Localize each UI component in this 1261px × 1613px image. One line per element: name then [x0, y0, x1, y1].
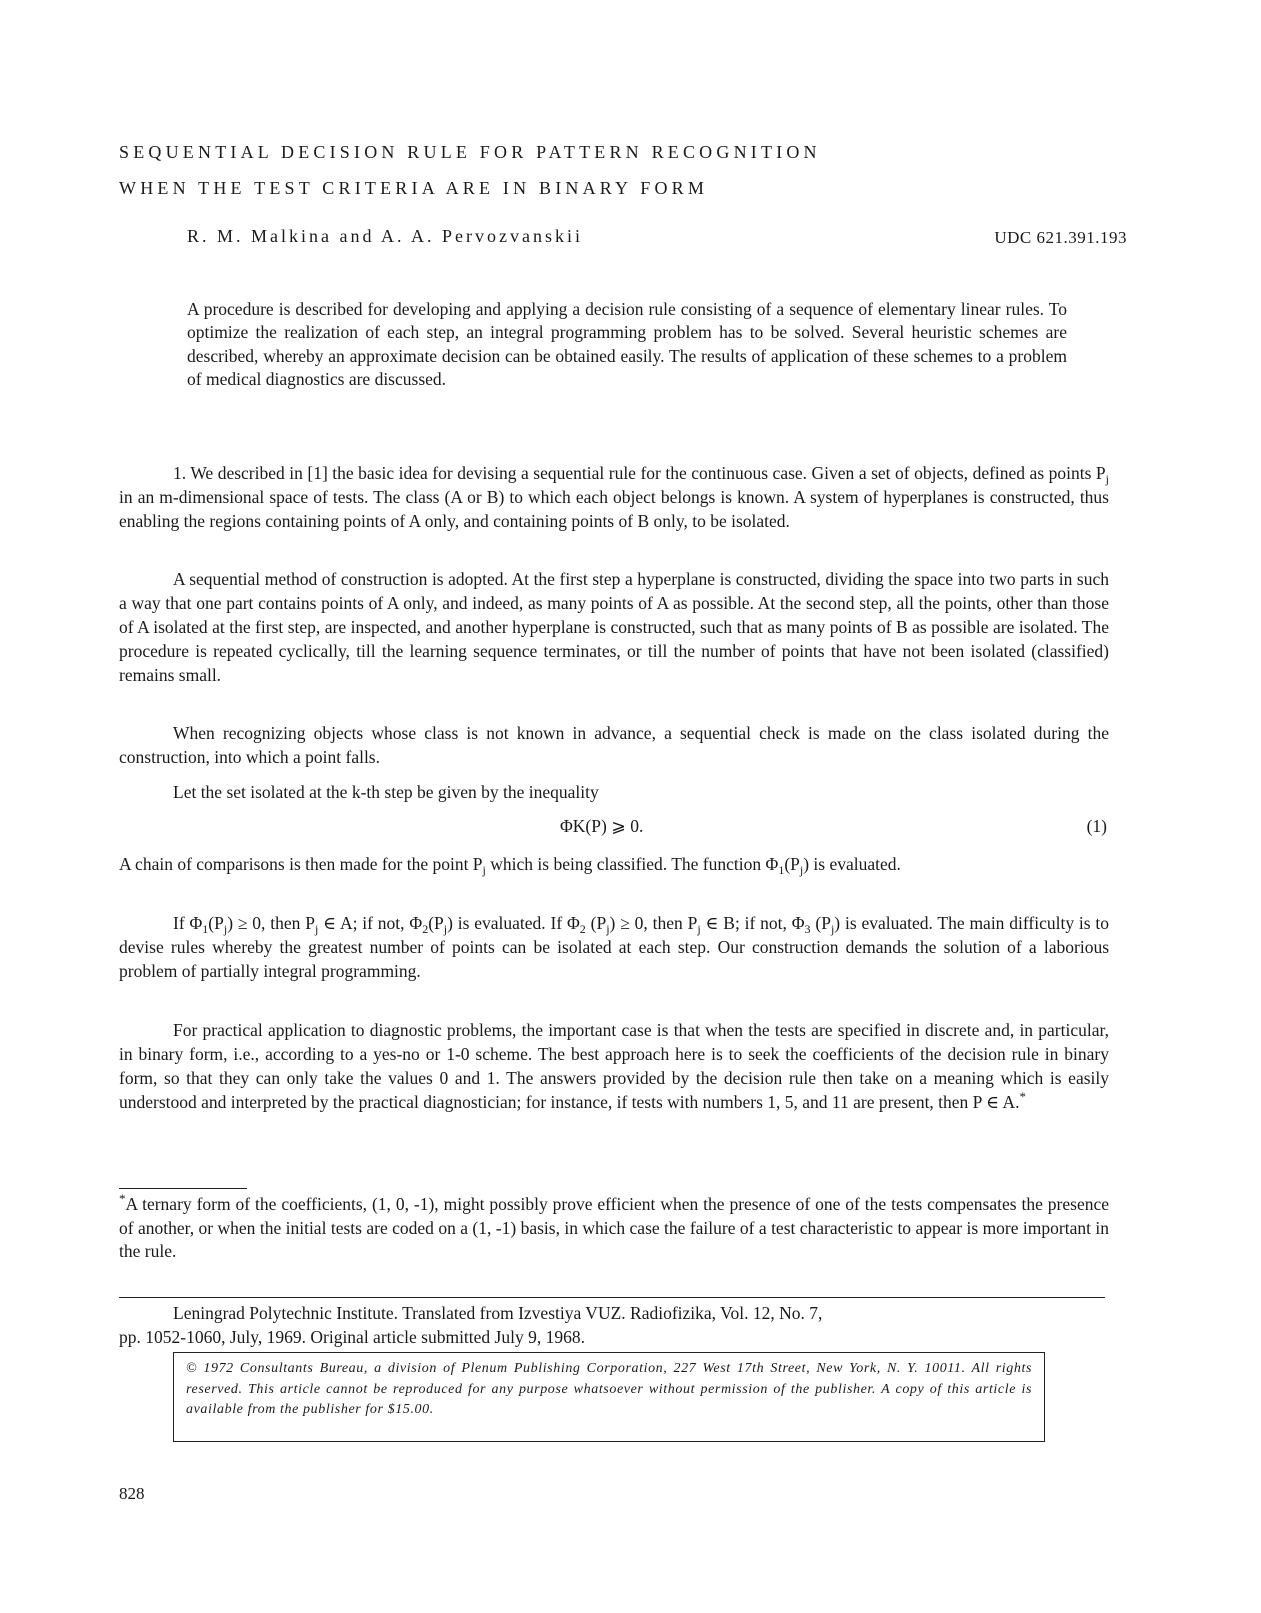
subscript: 2	[422, 922, 429, 936]
text-run: (P	[810, 913, 831, 933]
subscript: j	[830, 922, 835, 936]
paragraph-1	[119, 461, 1109, 533]
text-run: ) is evaluated.	[803, 854, 901, 874]
footnote-marker: *	[1019, 1089, 1027, 1105]
text-run: (P	[208, 913, 224, 933]
equation-1: ΦK(P) ⩾ 0.	[560, 816, 644, 836]
source-divider	[119, 1297, 1105, 1298]
abstract: A procedure is described for developing and applying a decision rule consisting of a sequence of elementary linear rules. To optimize the realization of each step, an integral programming problem has to be solved. Several heuristic schemes are described, whereby an approximate decision can be obtained easily. The results of application of these schemes to a problem of medical diagnostics are discussed.	[187, 299, 1067, 389]
footnote-marker: *	[119, 1191, 126, 1207]
subscript: 2	[579, 922, 586, 936]
text-run: ) ≥ 0, then P	[609, 913, 698, 933]
subscript: 3	[804, 922, 811, 936]
text-run: ∈ A; if not, Φ	[318, 913, 423, 933]
paragraph-3: When recognizing objects whose class is not known in advance, a sequential check is made on the class isolated during the construction, into which a point falls.	[119, 723, 1109, 767]
source-line-1: Leningrad Polytechnic Institute. Translated from Izvestiya VUZ. Radiofizika, Vol. 12, No. 7,	[173, 1303, 823, 1323]
text-run: ) ≥ 0, then P	[227, 913, 315, 933]
source-line-2: pp. 1052-1060, July, 1969. Original article submitted July 9, 1968.	[119, 1326, 585, 1347]
text-run: If Φ	[173, 913, 203, 933]
text-run: 1. We described in [1] the basic idea for devising a sequential rule for the continuous case. Given a set of objects, defined as points P	[173, 463, 1106, 483]
text-run: A chain of comparisons is then made for the point P	[119, 854, 483, 874]
text-run: ) is evaluated. If Φ	[447, 913, 580, 933]
subscript: j	[799, 863, 804, 877]
paragraph-2: A sequential method of construction is adopted. At the first step a hyperplane is constructed, dividing the space into two parts in such a way that one part contains points of A only, and indeed, as many points of A as possible. At the second step, all the points, other than those of A isolated at the first step, are inspected, and another hyperplane is constructed, such that as many points of B as possible are isolated. The procedure is repeated cyclically, till the learning sequence terminates, or till the number of points that have not been isolated (classified) remains small.	[119, 569, 1109, 685]
copyright-box: © 1972 Consultants Bureau, a division of Plenum Publishing Corporation, 227 West 17th Street, New York, N. Y. 10011. All rights reserved. This article cannot be reproduced for any purpose whatsoever without permission of the publisher. A copy of this article is available from the publisher for $15.00.	[173, 1352, 1045, 1442]
footnote-divider	[119, 1188, 247, 1189]
footnote-text: A ternary form of the coefficients, (1, 0, -1), might possibly prove efficient when the presence of one of the tests compensates the presence of another, or when the initial tests are coded on a (1, -1) basis, in which case the failure of a test characteristic to appear is more important in the rule.	[119, 1194, 1109, 1261]
subscript: 1	[778, 863, 785, 877]
subscript: j	[1105, 472, 1109, 486]
page-number: 828	[119, 1484, 145, 1503]
authors: R. M. Malkina and A. A. Pervozvanskii	[187, 226, 583, 246]
source-note	[119, 1302, 1109, 1349]
subscript: j	[223, 922, 228, 936]
subscript: j	[314, 922, 319, 936]
text-run: (P	[784, 854, 800, 874]
text-run: ∈ B; if not, Φ	[700, 913, 805, 933]
subscript: j	[697, 922, 701, 936]
paragraph-7	[119, 1018, 1109, 1114]
text-run: (P	[428, 913, 444, 933]
footnote	[119, 1193, 1109, 1264]
paragraph-5	[119, 852, 1109, 876]
text-run: For practical application to diagnostic problems, the important case is that when the tests are specified in discrete and, in particular, in binary form, i.e., according to a yes-no or 1-0 scheme. The best approach here is to seek the coefficients of the decision rule in binary form, so that they can only take the values 0 and 1. The answers provided by the decision rule then take on a meaning which is easily understood and interpreted by the practical diagnostician; for instance, if tests with numbers 1, 5, and 11 are present, then P ∈ A.	[119, 1020, 1109, 1112]
paper-title-line-2: WHEN THE TEST CRITERIA ARE IN BINARY FORM	[119, 178, 709, 198]
subscript: j	[606, 922, 610, 936]
text-run: which is being classified. The function Φ	[485, 854, 779, 874]
udc-code: UDC 621.391.193	[994, 228, 1127, 247]
text-run: in an m-dimensional space of tests. The class (A or B) to which each object belongs is known. A system of hyperplanes is constructed, thus enabling the regions containing points of A only, and containing points of B only, to be isolated.	[119, 487, 1109, 531]
paper-title-line-1: SEQUENTIAL DECISION RULE FOR PATTERN RECOGNITION	[119, 142, 821, 162]
subscript: j	[443, 922, 448, 936]
subscript: 1	[202, 922, 209, 936]
subscript: j	[482, 863, 486, 877]
text-run: (P	[585, 913, 607, 933]
paragraph-6	[119, 911, 1109, 983]
text-run: ) is evaluated. The main difficulty is to devise rules whereby the greatest number of points can be isolated at each step. Our construction demands the solution of a laborious problem of partially integral programming.	[119, 913, 1110, 981]
paragraph-4: Let the set isolated at the k-th step be given by the inequality	[173, 782, 599, 802]
equation-number: (1)	[1086, 816, 1107, 836]
